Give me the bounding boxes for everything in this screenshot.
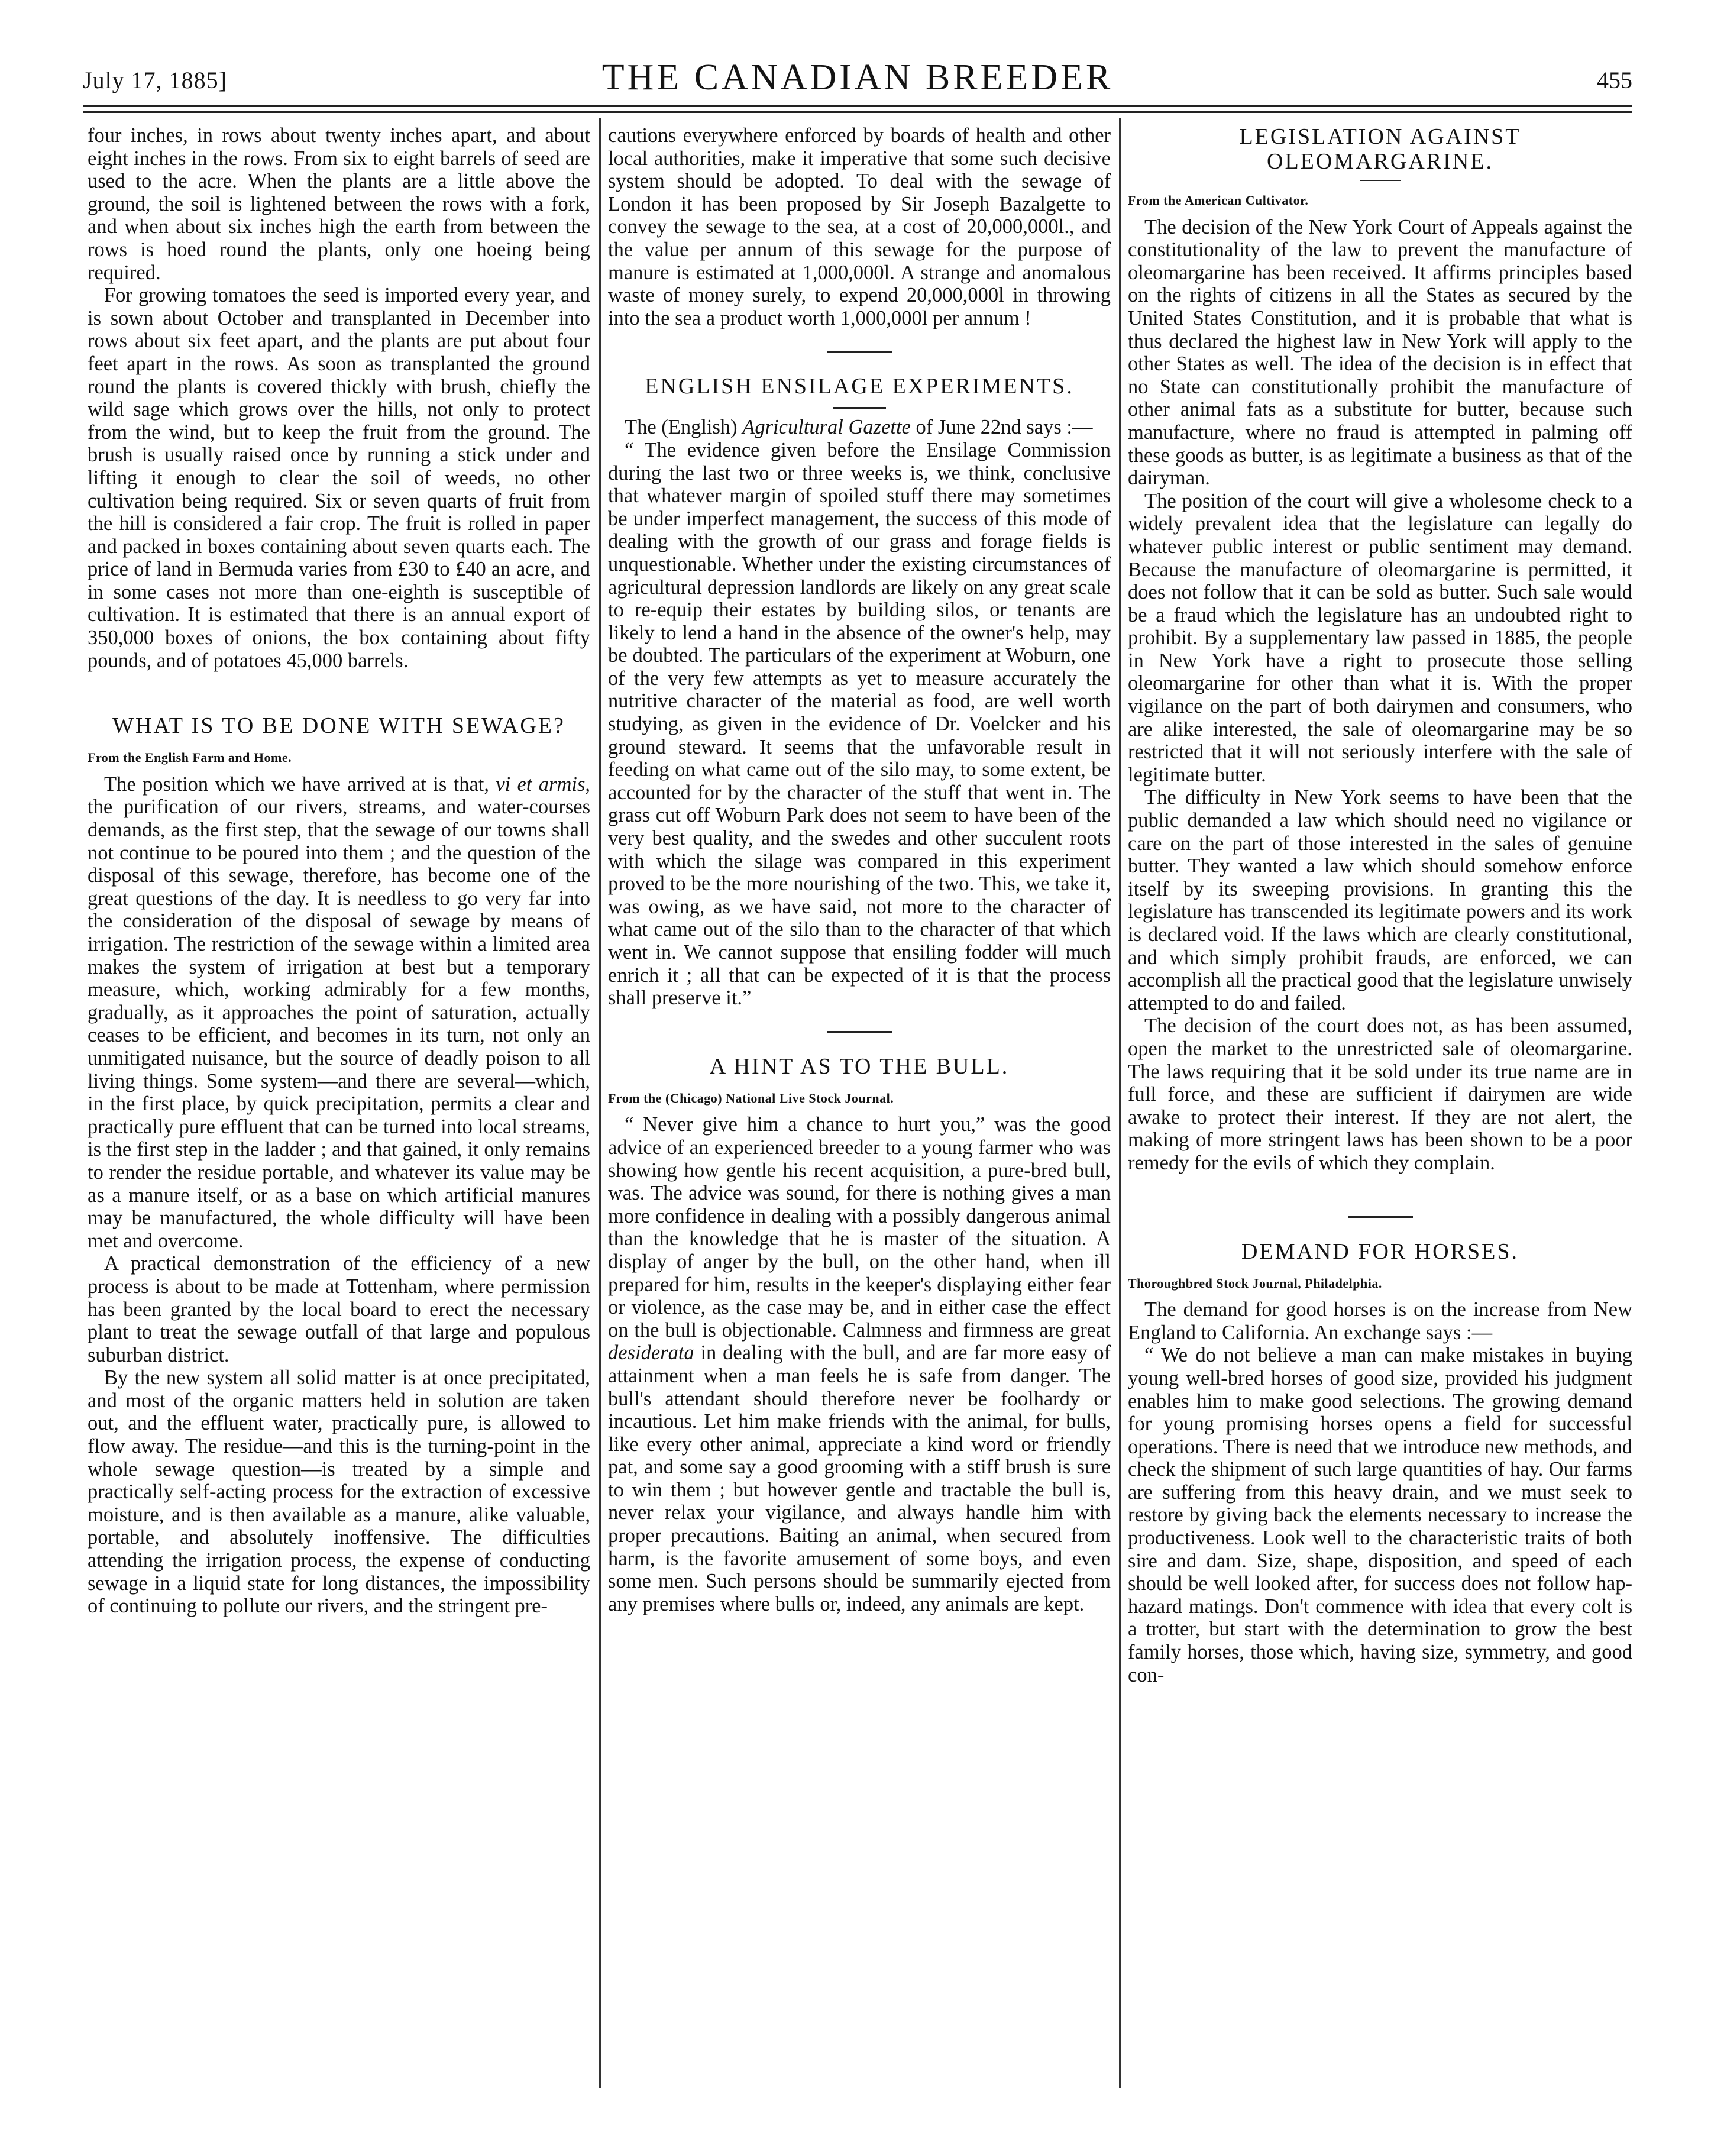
column-3 — [1128, 124, 1632, 2094]
article-paragraph: four inches, in rows about twenty inches apart, and about eight inches in the rows. From six to eight barrels of seed are used to the acre. When the plants are a little above the ground, the soil is lightened between the rows with a fork, and when about six inches high the earth from between the rows is hoed round the plants, only one hoeing being required. — [88, 124, 590, 284]
headline-rule — [833, 407, 886, 409]
newspaper-title: THE CANADIAN BREEDER — [601, 57, 1114, 98]
issue-date: July 17, 1885] — [83, 67, 227, 93]
headline-horses: DEMAND FOR HORSES. — [1241, 1239, 1519, 1264]
section-separator — [827, 1031, 892, 1033]
article-paragraph: The decision of the court does not, as has been assumed, open the market to the unrestricted sale of oleomargarine. The laws requiring that it be sold under its true name are in full force, and these are sufficient if dairymen are wide awake to protect their interest. If they are not alert, the making of more stringent laws has been shown to be a poor remedy for the evils of which they complain. — [1128, 1014, 1632, 1174]
section-separator — [1348, 1216, 1413, 1218]
article-paragraph: The demand for good horses is on the increase from New England to California. An exchange says :— — [1128, 1298, 1632, 1344]
article-paragraph: “ Never give him a chance to hurt you,” was the good advice of an experienced breeder to a young farmer who was showing how gentle his recent acquisition, a pure-bred bull, was. The advice was sound, for there is nothing gives a man more confidence in dealing with a possibly dangerous animal than the knowledge that he is master of the situation. A display of anger by the bull, on the other hand, when ill prepared for him, results in the keeper's displaying either fear or violence, as the case may be, and in either case the effect on the bull is objectionable. Calmness and firmness are great desiderata in dealing with the bull, and are far more easy of attainment when a man feels he is safe from danger. The bull's attendant should therefore never be foolhardy or incautious. Let him make friends with the animal, for bulls, like every other animal, appreciate a kind word or friendly pat, and some say a good grooming with a stiff brush is sure to win them ; but however gentle and tractable the bull is, never relax your vigilance, and always handle him with proper precautions. Baiting an animal, when secured from harm, is the favorite amusement of some boys, and even some men. Such persons should be summarily ejected from any premises where bulls or, indeed, any animals are kept. — [608, 1113, 1111, 1615]
article-source: From the (Chicago) National Live Stock Journal. — [608, 1090, 894, 1106]
headline-ensilage: ENGLISH ENSILAGE EXPERIMENTS. — [645, 374, 1074, 399]
headline-bull: A HINT AS TO THE BULL. — [709, 1053, 1010, 1079]
masthead — [83, 57, 1632, 98]
headline-rule — [1360, 180, 1401, 181]
article-source: From the English Farm and Home. — [88, 750, 292, 765]
article-source: Thoroughbred Stock Journal, Philadelphia. — [1128, 1275, 1382, 1291]
masthead-rule-bottom — [83, 111, 1632, 113]
article-paragraph: The position which we have arrived at is that, vi et armis, the purification of our rivers, streams, and water-courses demands, as the first step, that the sewage of our towns shall not continue to be poured into them ; and the question of the disposal of this sewage, therefore, has become one of the great questions of the day. It is needless to go very far into the consideration of the disposal of sewage by means of irrigation. The restriction of the sewage within a limited area makes the system of irrigation at best but a temporary measure, which, working admirably for a few months, gradually, as it approaches the point of saturation, actually ceases to be efficient, and becomes in its turn, not only an unmitigated nuisance, but the source of deadly poison to all living things. Some system—and there are several—which, in the first place, by quick precipitation, permits a clear and practically pure effluent that can be turned into local streams, is the first step in the ladder ; and that gained, it only remains to render the residue portable, and whatever its value may be as a manure itself, or as a base on which artificial manures may be manufactured, the whole difficulty will have been met and overcome. — [88, 772, 590, 1252]
article-paragraph: The decision of the New York Court of Appeals against the constitutionality of the law to prevent the manufacture of oleomargarine has been received. It affirms principles based on the rights of citizens in all the States as secured by the United States Constitution, and it is probable that what is thus declared the highest law in New York will apply to the other States as well. The idea of the decision is in effect that no State can constitutionally prohibit the manufacture of other animal fats as a substitute for butter, because such manufacture, where no fraud is attempted in palming off these goods as butter, is as legitimate a business as that of the dairyman. — [1128, 215, 1632, 490]
column-2 — [608, 124, 1111, 2094]
masthead-rule-top — [83, 105, 1632, 107]
column-divider-1 — [599, 118, 601, 2088]
article-paragraph: “ We do not believe a man can make mistakes in buying young well-bred horses of good size, provided his judgment enables him to make good selections. The growing demand for young promising horses opens a field for successful operations. There is need that we introduce new methods, and check the shipment of such large quantities of hay. Our farms are suffering from this heavy drain, and we must seek to restore by giving back the elements necessary to increase the productiveness. Look well to the characteristic traits of both sire and dam. Size, shape, disposition, and speed of each should be well looked after, for success does not follow hap-hazard matings. Don't commence with idea that every colt is a trotter, but start with the determination to grow the best family horses, those which, having size, symmetry, and good con- — [1128, 1344, 1632, 1686]
column-divider-2 — [1119, 118, 1121, 2088]
article-paragraph: By the new system all solid matter is at once precipitated, and most of the organic matters held in solution are taken out, and the effluent water, practically pure, is allowed to flow away. The residue—and this is the turning-point in the whole sewage question—is treated by a simple and practically self-acting process for the extraction of excessive moisture, and is then available as a manure, alike valuable, portable, and absolutely inoffensive. The difficulties attending the irrigation process, the expense of conducting sewage in a liquid state for long distances, the impossibility of continuing to pollute our rivers, and the stringent pre- — [88, 1366, 590, 1618]
section-separator — [827, 351, 892, 353]
article-paragraph: A practical demonstration of the efficiency of a new process is about to be made at Tottenham, where permission has been granted by the local board to erect the necessary plant to treat the sewage outfall of that large and populous suburban district. — [88, 1252, 590, 1366]
article-paragraph: The position of the court will give a wholesome check to a widely prevalent idea that the legislature can legally do whatever public interest or public sentiment may demand. Because the manufacture of oleomargarine is permitted, it does not follow that it can be sold as butter. Such sale would be a fraud which the legislature has an undoubted right to prohibit. By a supplementary law passed in 1885, the people in New York have a right to prosecute those selling oleomargarine for other than what it is. With the proper vigilance on the part of both dairymen and consumers, who are alike interested, the sale of oleomargarine may be so restricted that it will not seriously interfere with the sale of legitimate butter. — [1128, 489, 1632, 786]
article-source: From the American Cultivator. — [1128, 193, 1309, 208]
article-paragraph: For growing tomatoes the seed is imported every year, and is sown about October and transplanted in December into rows about six feet apart, and the plants are put about four feet apart in the rows. As soon as transplanted the ground round the plants is covered thickly with brush, chiefly the wild sage which grows over the hills, not only to protect from the wind, but to keep the fruit from the ground. The brush is usually raised once by running a stick under and lifting it enough to clear the soil of weeds, no other cultivation being required. Six or seven quarts of fruit from the hill is considered a fair crop. The fruit is rolled in paper and packed in boxes containing about seven quarts each. The price of land in Bermuda varies from £30 to £40 an acre, and in some cases not more than one-eighth is susceptible of cultivation. It is estimated that there is an annual export of 350,000 boxes of onions, the box containing about fifty pounds, and of potatoes 45,000 barrels. — [88, 284, 590, 672]
page-number: 455 — [1597, 67, 1632, 93]
article-paragraph: The (English) Agricultural Gazette of June 22nd says :— — [625, 416, 1093, 439]
article-paragraph: The difficulty in New York seems to have been that the public demanded a law which should need no vigilance or care on the part of those interested in the sales of genuine butter. They wanted a law which should somehow enforce itself by its sweeping provisions. In granting this the legislature has transcended its legitimate powers and its work is declared void. If the laws which are clearly constitutional, and which simply prohibit frauds, are enforced, we can accomplish all the practical good that the legislature unwisely attempted to do and failed. — [1128, 786, 1632, 1014]
article-paragraph: “ The evidence given before the Ensilage Commission during the last two or three weeks is, we think, conclusive that whatever margin of spoiled stuff there may sometimes be under imperfect management, the success of this mode of dealing with the growth of our grass and forage fields is unquestionable. Whether under the existing circumstances of agricultural depression landlords are likely on any great scale to re-equip their estates by building silos, or tenants are likely to lend a hand in the absence of the owner's help, may be doubted. The particulars of the experiment at Woburn, one of the very few attempts as yet to measure accurately the nutritive character of the material as food, are well worth studying, as given in the evidence of Dr. Voelcker and his ground steward. It seems that the unfavorable result in feeding on what came out of the silo may, to some extent, be accounted for by the character of the stuff that went in. The grass cut off Woburn Park does not seem to have been of the very best quality, and the swedes and other succulent roots with which the silage was compared in this experiment proved to be the more nourishing of the two. This, we take it, was owing, as we have said, not more to the character of what came out of the silo than to the character of that which went in. We cannot suppose that ensiling fodder will much enrich it ; all that can be expected of it is that the process shall preserve it.” — [608, 438, 1111, 1010]
headline-sewage: WHAT IS TO BE DONE WITH SEWAGE? — [112, 713, 565, 739]
headline-oleomargarine: LEGISLATION AGAINST OLEOMARGARINE. — [1239, 124, 1521, 174]
article-paragraph: cautions everywhere enforced by boards of health and other local authorities, make it imperative that some such decisive system should be adopted. To deal with the sewage of London it has been proposed by Sir Joseph Bazalgette to convey the sewage to the sea, at a cost of 20,000,000l., and the value per annum of this sewage for the purpose of manure is estimated at 1,000,000l. A strange and anomalous waste of money surely, to expend 20,000,000l in throwing into the sea a product worth 1,000,000l per annum ! — [608, 124, 1111, 329]
column-1 — [88, 124, 590, 2094]
